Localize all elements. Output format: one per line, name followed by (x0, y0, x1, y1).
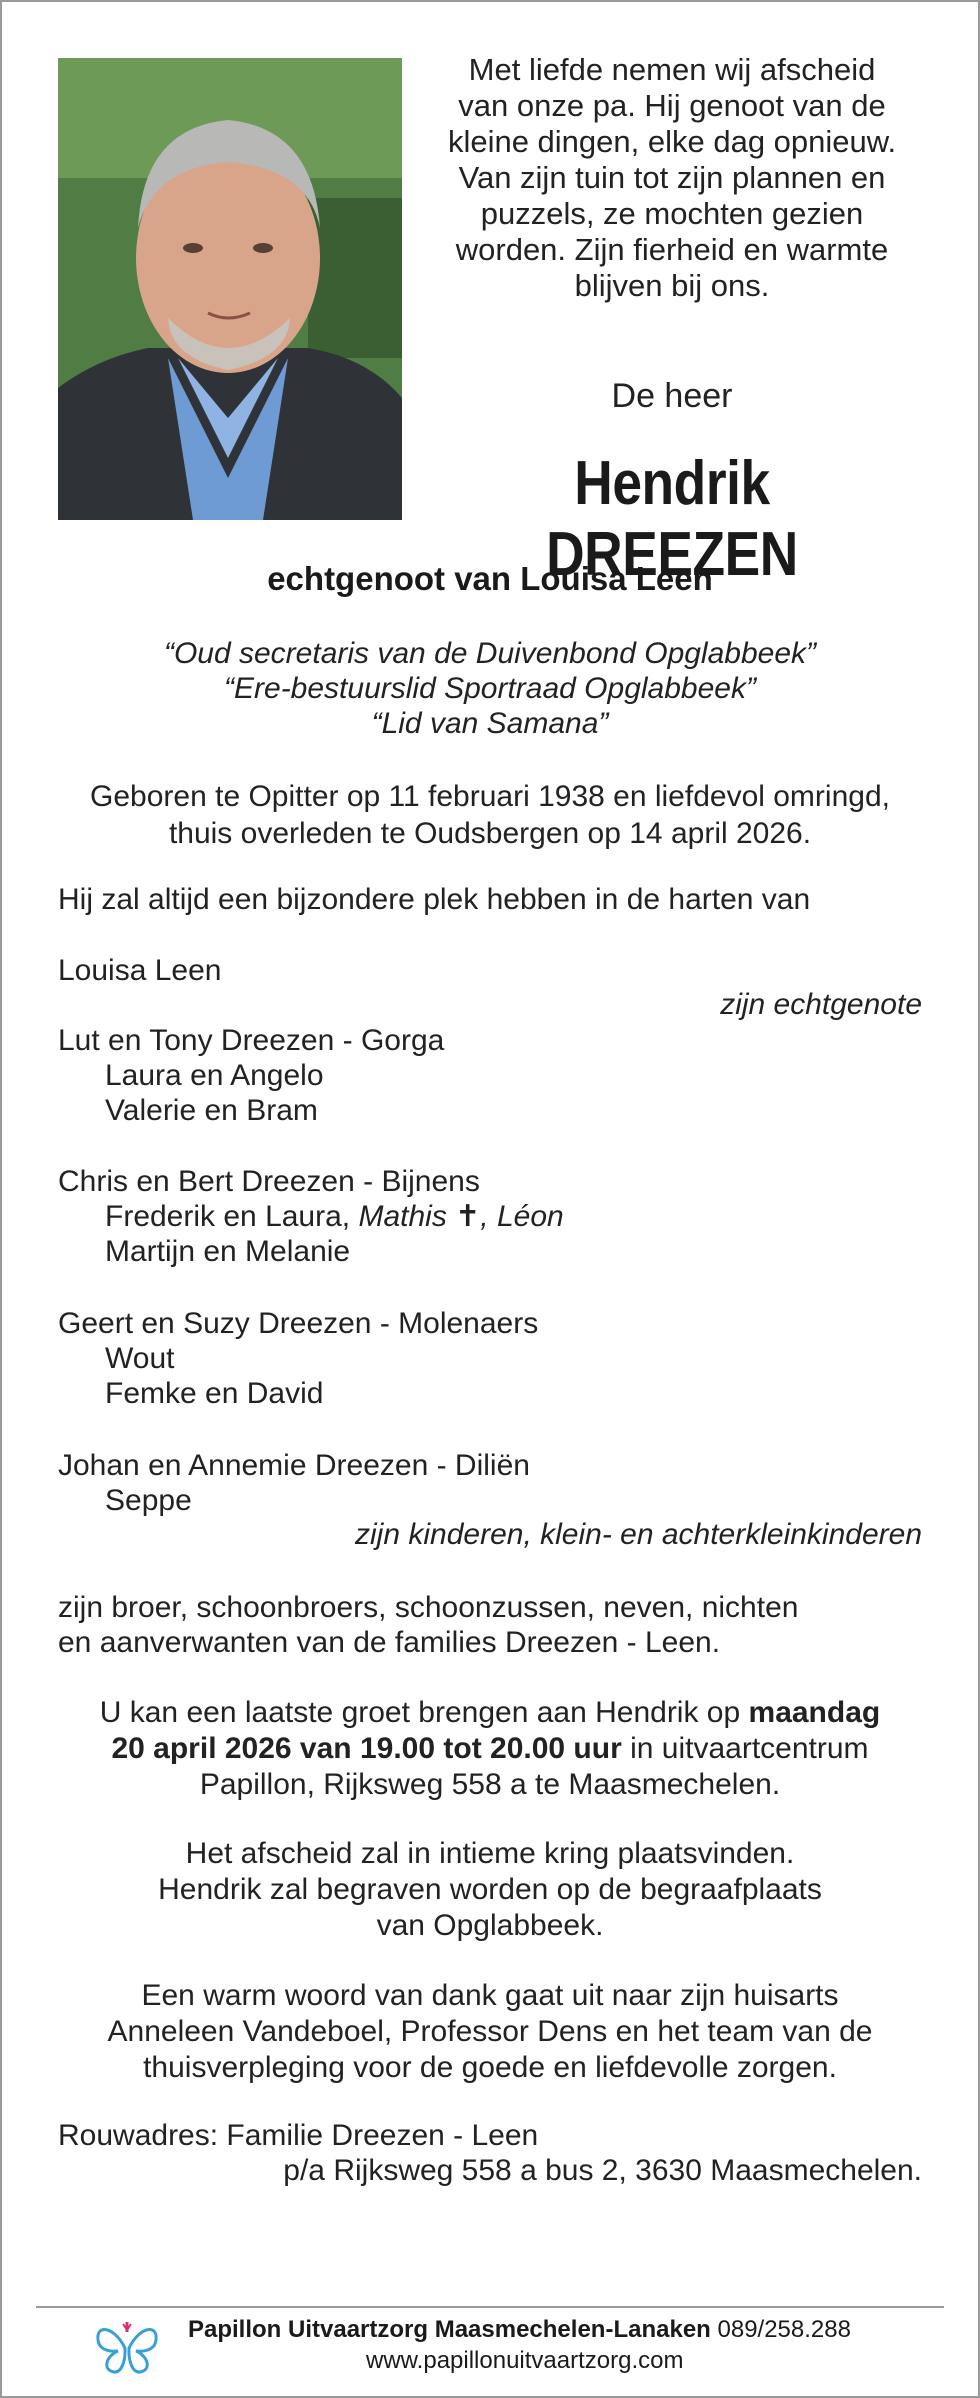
company-name: Papillon Uitvaartzorg Maasmechelen-Lanaken (188, 2316, 711, 2343)
family-child: Femke en David (105, 1377, 324, 1410)
honorary-quotes (0, 636, 980, 741)
relatives-line: en aanverwanten van de families Dreezen - Leen. (58, 1626, 721, 1659)
thanks-text (0, 1978, 980, 2086)
butterfly-logo-icon (92, 2318, 162, 2378)
portrait-photo (58, 58, 402, 520)
quote-line: “Ere-bestuurslid Sportraad Opglabbeek” (224, 672, 756, 705)
birth-death-text (0, 778, 980, 852)
spouse-line: echtgenoot van Louisa Leen (267, 560, 713, 597)
title-prefix: De heer (611, 377, 733, 415)
motto-line: blijven bij ons. (574, 268, 770, 303)
family-child: Wout (105, 1342, 175, 1375)
farewell-line: Hendrik zal begraven worden op de begraafplaats (158, 1873, 822, 1906)
footer-divider (36, 2306, 944, 2308)
family-grandchildren: Mathis ✝, Léon (358, 1200, 564, 1233)
family-child: Laura en Angelo (105, 1059, 324, 1092)
visitation-text (0, 1695, 980, 1803)
hearts-intro: Hij zal altijd een bijzondere plek hebben in de harten van (58, 883, 811, 916)
visit-day: maandag (748, 1696, 881, 1729)
thanks-line: Een warm woord van dank gaat uit naar zijn huisarts (141, 1979, 839, 2012)
birth-line: Geboren te Opitter op 11 februari 1938 en liefdevol omringd, (90, 780, 890, 813)
farewell-text (0, 1836, 980, 1944)
family-group-3 (58, 1306, 538, 1411)
spouse-name: Louisa Leen (58, 954, 222, 987)
family-group-4 (58, 1448, 530, 1518)
death-line: thuis overleden te Oudsbergen op 14 april 2026. (168, 817, 812, 850)
family-child: Seppe (105, 1484, 192, 1517)
relatives-text (58, 1590, 798, 1660)
thanks-line: thuisverpleging voor de goede en liefdevolle zorgen. (143, 2051, 837, 2084)
visit-intro: U kan een laatste groet brengen aan Hendrik op (99, 1696, 749, 1729)
company-phone: 089/258.288 (710, 2316, 851, 2343)
motto-line: kleine dingen, elke dag opnieuw. (447, 124, 897, 159)
motto-line: Van zijn tuin tot zijn plannen en (458, 160, 886, 195)
visit-location-intro: in uitvaartcentrum (621, 1732, 869, 1765)
condolence-address-label: Rouwadres: Familie Dreezen - Leen (58, 2119, 539, 2152)
family-group-1 (58, 1023, 444, 1128)
family-child-names: Frederik en Laura, (105, 1200, 359, 1233)
condolence-address: p/a Rijksweg 558 a bus 2, 3630 Maasmechelen. (283, 2154, 922, 2187)
relatives-line: zijn broer, schoonbroers, schoonzussen, neven, nichten (58, 1591, 799, 1624)
family-child: Martijn en Melanie (105, 1235, 351, 1268)
motto-line: Met liefde nemen wij afscheid (468, 52, 876, 87)
visit-datetime: 20 april 2026 van 19.00 tot 20.00 uur (111, 1732, 622, 1765)
motto-line: worden. Zijn fierheid en warmte (455, 232, 889, 267)
company-website[interactable]: www.papillonuitvaartzorg.com (366, 2347, 684, 2374)
family-head: Chris en Bert Dreezen - Bijnens (58, 1165, 480, 1198)
spouse-role: zijn echtgenote (720, 988, 922, 1021)
portrait-illustration (58, 58, 402, 520)
farewell-line: Het afscheid zal in intieme kring plaatsvinden. (185, 1837, 795, 1870)
family-child (58, 1199, 564, 1234)
motto-line: puzzels, ze mochten gezien (480, 196, 864, 231)
farewell-line: van Opglabbeek. (376, 1909, 604, 1942)
motto-line: van onze pa. Hij genoot van de (458, 88, 886, 123)
family-head: Lut en Tony Dreezen - Gorga (58, 1024, 445, 1057)
family-head: Geert en Suzy Dreezen - Molenaers (58, 1307, 539, 1340)
quote-line: “Oud secretaris van de Duivenbond Opglabbeek” (163, 637, 817, 670)
visit-location: Papillon, Rijksweg 558 a te Maasmechelen. (199, 1768, 781, 1801)
thanks-line: Anneleen Vandeboel, Professor Dens en het team van de (107, 2015, 873, 2048)
family-child: Valerie en Bram (105, 1094, 318, 1127)
footer-company (188, 2316, 851, 2344)
quote-line: “Lid van Samana” (371, 707, 609, 740)
family-group-2 (58, 1164, 564, 1269)
motto-text (432, 52, 912, 304)
children-role: zijn kinderen, klein- en achterkleinkinderen (355, 1518, 922, 1551)
deceased-name: Hendrik DREEZEN (546, 449, 798, 589)
family-head: Johan en Annemie Dreezen - Diliën (58, 1449, 530, 1482)
